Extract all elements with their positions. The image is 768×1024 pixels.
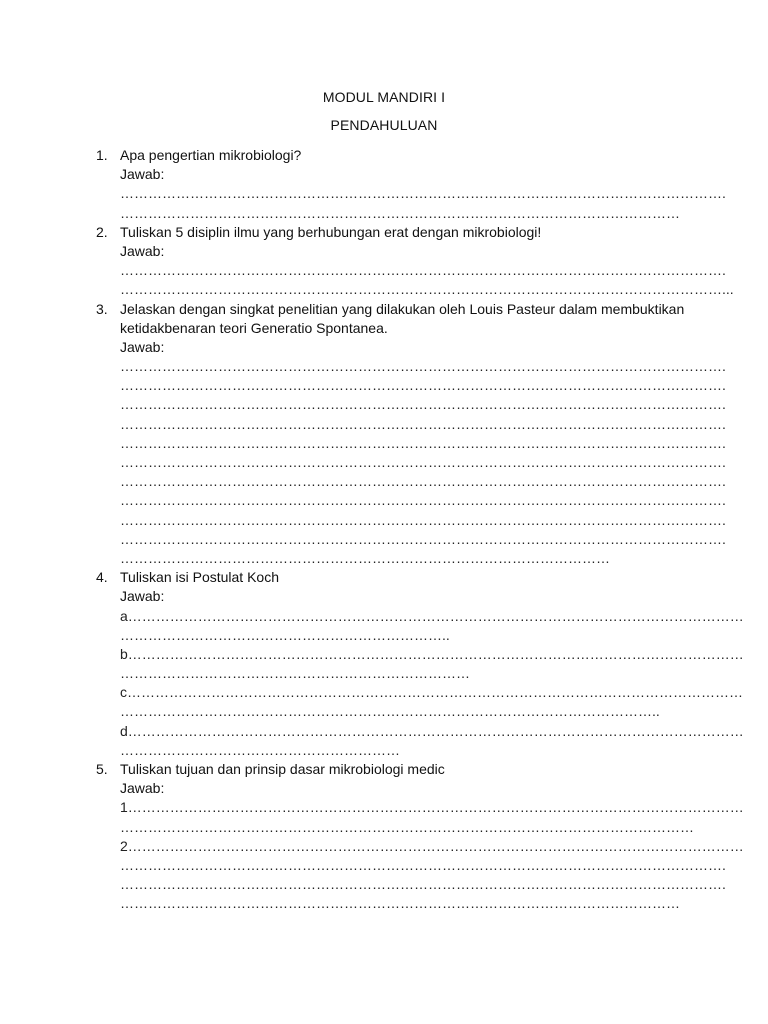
question-number: 4. xyxy=(96,569,108,586)
question-number: 1. xyxy=(96,147,108,163)
answer-line[interactable]: 2…………………………………………………………………………………………………………………… xyxy=(120,837,744,854)
answer-line[interactable]: 1…………………………………………………………………………………………………………………… xyxy=(120,799,744,816)
answer-line[interactable]: …………………………………………………………………………………………………………………... xyxy=(120,281,734,298)
question-item xyxy=(0,223,768,300)
question-text: ketidakbenaran teori Generatio Spontanea. xyxy=(120,319,388,336)
answer-line[interactable]: …………………………………………………………………………………………… xyxy=(120,549,610,566)
answer-line[interactable]: ………………………………………………………………………………………………………… xyxy=(120,895,680,912)
answer-line[interactable]: …………………………………………………………………………………………………………………. xyxy=(120,377,726,394)
question-text: Jelaskan dengan singkat penelitian yang dilakukan oleh Louis Pasteur dalam membuktikan xyxy=(120,300,685,317)
answer-label: Jawab: xyxy=(120,166,165,183)
question-text: Apa pengertian mikrobiologi? xyxy=(120,147,302,163)
document-subtitle: PENDAHULUAN xyxy=(330,117,438,133)
question-number: 5. xyxy=(96,761,108,777)
answer-line[interactable]: …………………………………………………………………………………………………………………. xyxy=(120,511,726,528)
question-text: Tuliskan 5 disiplin ilmu yang berhubungan erat dengan mikrobiologi! xyxy=(120,223,542,240)
question-body xyxy=(120,300,726,569)
answer-line[interactable]: ………………………………………………………………… xyxy=(120,665,470,682)
answer-line[interactable]: …………………………………………………………………………………………………………………. xyxy=(120,358,726,375)
answer-line[interactable]: c…………………………………………………………………………………………………………………… xyxy=(120,684,743,701)
answer-line[interactable]: …………………………………………………………………………………………………………………. xyxy=(120,396,726,413)
answer-label: Jawab: xyxy=(120,588,165,605)
question-text: Tuliskan isi Postulat Koch xyxy=(120,569,279,586)
answer-line[interactable]: …………………………………………………………………………………………………………………. xyxy=(120,856,726,873)
answer-line[interactable]: …………………………………………………………………………………………………………………. xyxy=(120,876,726,893)
answer-line[interactable]: …………………………………………………………………………………………………………………. xyxy=(120,185,726,202)
answer-line[interactable]: …………………………………………………………….. xyxy=(120,626,450,643)
answer-label: Jawab: xyxy=(120,338,165,355)
answer-label: Jawab: xyxy=(120,780,165,797)
question-item xyxy=(0,568,768,760)
answer-label: Jawab: xyxy=(120,242,165,259)
question-body xyxy=(120,146,726,223)
answer-line[interactable]: …………………………………………………………………………………………………….. xyxy=(120,703,660,720)
answer-line[interactable]: …………………………………………………………………………………………………………………. xyxy=(120,262,726,279)
answer-line[interactable]: d…………………………………………………………………………………………………………………… xyxy=(120,722,744,739)
answer-line[interactable]: …………………………………………………………………………………………………………………. xyxy=(120,473,726,490)
answer-line[interactable]: …………………………………………………………………………………………………………………. xyxy=(120,415,726,432)
answer-line[interactable]: ………………………………………………………………………………………………………… xyxy=(120,204,680,221)
answer-line[interactable]: …………………………………………………………………………………………………………… xyxy=(120,818,694,835)
question-list xyxy=(0,146,768,914)
answer-line[interactable]: …………………………………………………… xyxy=(120,741,400,758)
answer-line[interactable]: …………………………………………………………………………………………………………………. xyxy=(120,492,726,509)
question-number: 2. xyxy=(96,223,108,240)
document-title: MODUL MANDIRI I xyxy=(322,89,446,105)
question-body xyxy=(120,568,744,760)
question-item xyxy=(0,760,768,914)
answer-line[interactable]: b…………………………………………………………………………………………………………………… xyxy=(120,645,744,662)
answer-line[interactable]: …………………………………………………………………………………………………………………. xyxy=(120,454,726,470)
answer-line[interactable]: a…………………………………………………………………………………………………………………… xyxy=(120,607,744,624)
question-item xyxy=(0,146,768,223)
question-number: 3. xyxy=(96,300,108,317)
question-body xyxy=(120,760,744,914)
question-item xyxy=(0,300,768,569)
answer-line[interactable]: …………………………………………………………………………………………………………………. xyxy=(120,530,726,547)
answer-line[interactable]: …………………………………………………………………………………………………………………. xyxy=(120,434,726,451)
question-text: Tuliskan tujuan dan prinsip dasar mikrobiologi medic xyxy=(120,761,445,777)
question-body xyxy=(120,223,734,300)
